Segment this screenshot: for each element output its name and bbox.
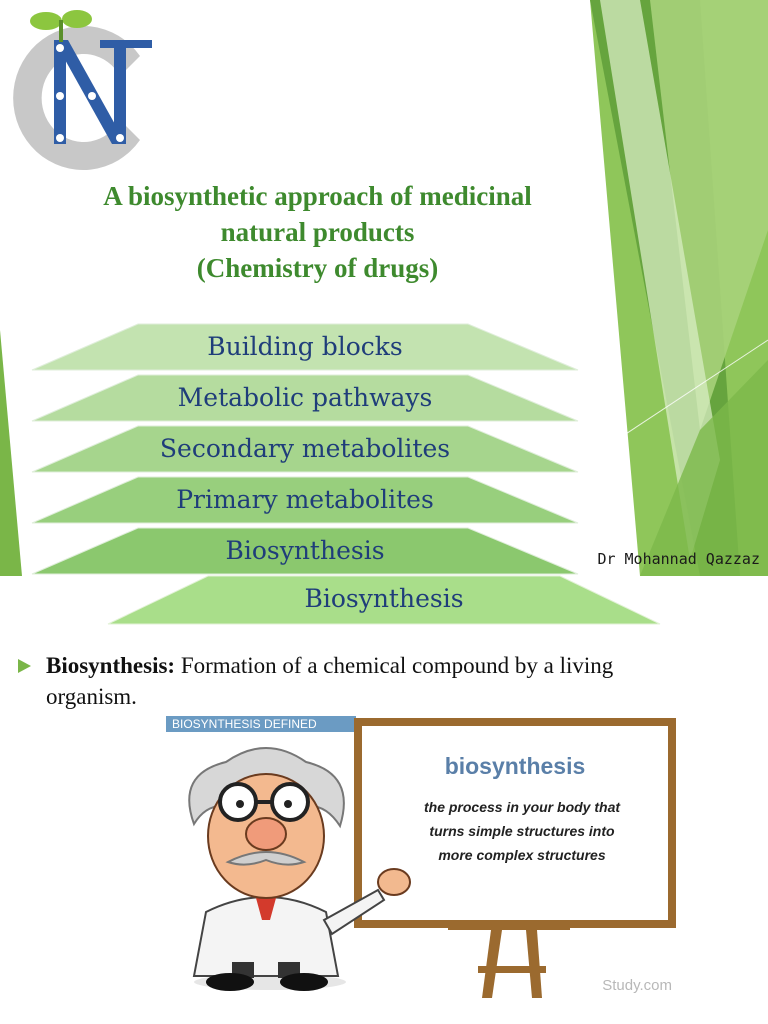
logo-leaf-right (62, 10, 92, 28)
logo (13, 10, 152, 170)
biosynthesis-illustration (166, 714, 682, 1002)
title-line-2: natural products (220, 217, 415, 247)
definition-body: Formation of a chemical compound by a living organism. (46, 653, 614, 709)
definition-term: Biosynthesis: (46, 653, 176, 678)
slide-title (40, 178, 595, 286)
left-accent-strip (0, 330, 22, 576)
board-line-2: turns simple structures into (429, 823, 615, 839)
board-line-3: more complex structures (438, 847, 606, 863)
tier-building-blocks: Building blocks (207, 332, 403, 361)
tier-primary-metabolites: Primary metabolites (176, 485, 434, 514)
illustration-banner: BIOSYNTHESIS DEFINED (172, 717, 317, 731)
title-line-1: A biosynthetic approach of medicinal (103, 181, 532, 211)
logo-bar (100, 40, 152, 48)
author-credit: Dr Mohannad Qazzaz (597, 550, 760, 568)
tier-biosynthesis: Biosynthesis (225, 536, 385, 565)
tier-secondary-metabolites: Secondary metabolites (159, 434, 451, 463)
definition-text (46, 650, 706, 712)
title-line-3: (Chemistry of drugs) (196, 253, 439, 283)
tier-biosynthesis-bottom: Biosynthesis (304, 584, 464, 613)
hand-icon (378, 869, 410, 895)
tier-metabolic-pathways: Metabolic pathways (177, 383, 433, 412)
triangle-bullet-icon (18, 659, 31, 673)
logo-leaf-left (30, 12, 62, 30)
board-line-1: the process in your body that (423, 799, 621, 815)
board-title: biosynthesis (444, 753, 586, 779)
studycom-watermark: Study.com (602, 977, 672, 994)
